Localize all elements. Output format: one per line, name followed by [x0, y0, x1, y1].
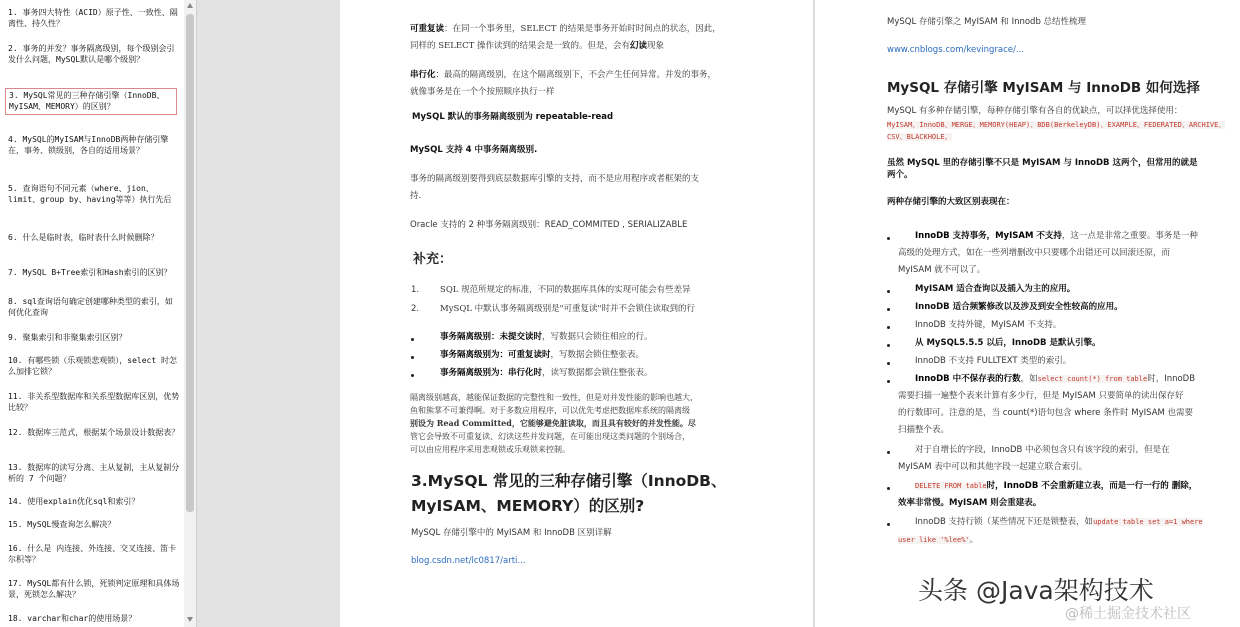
support-desc-1: 事务的隔离级别要得到底层数据库引擎的支持，而不是应用程序或者框架的支: [410, 174, 700, 184]
diff-item-7-line-1: InnoDB 中不保存表的行数，如select count(*) from table时，InnoDB: [915, 374, 1196, 384]
diff-item-4: InnoDB 支持外键，MyISAM 不支持。: [915, 320, 1062, 330]
serializable-line-1: 串行化：最高的隔离级别，在这个隔离级别下，不会产生任何异常。并发的事务，: [410, 70, 717, 80]
serializable-line-2: 就像事务是在一个个按照顺序执行一样: [410, 87, 555, 97]
list-number-2: 2.: [411, 304, 420, 314]
toc-item-13[interactable]: 13. 数据库的读写分离、主从复制，主从复制分析的 7 个问题？: [8, 463, 180, 483]
juejin-watermark: @稀土掘金技术社区: [1065, 606, 1191, 622]
toc-item-2[interactable]: 2. 事务的并发？事务隔离级别，每个级别会引发什么问题，MySQL默认是哪个级别？: [8, 44, 175, 64]
diff-title: 两种存储引擎的大致区别表现在：: [887, 197, 1015, 207]
bullet-dot: [411, 338, 414, 341]
repeatable-read-line-1: 可重复读：在同一个事务里，SELECT 的结果是事务开始时时间点的状态，因此，: [410, 24, 721, 34]
toc-item-7[interactable]: 7. MySQL B+Tree索引和Hash索引的区别？: [8, 268, 172, 277]
diff-item-7-line-2: 需要扫描一遍整个表来计算有多少行，但是 MyISAM 只要简单的读出保存好: [898, 391, 1184, 401]
bullet-serializable: 事务隔离级别为：串行化时，读写数据都会锁住整张表。: [440, 368, 653, 378]
toc-item-4[interactable]: 4. MySQL的MyISAM与InnoDB两种存储引擎在，事务、锁级别，各自的适用场景？: [8, 135, 169, 155]
diff-item-5: 从 MySQL5.5.5 以后，InnoDB 是默认引擎。: [915, 338, 1101, 348]
diff-item-10-line-2: user like '%lee%'。: [898, 535, 979, 545]
bullet-dot: [887, 487, 890, 490]
isolation-paragraph-1: 隔离级别越高，越能保证数据的完整性和一致性，但是对并发性能的影响也越大，: [410, 393, 698, 402]
csdn-link[interactable]: blog.csdn.net/lc0817/arti...: [411, 556, 526, 566]
bullet-dot: [887, 362, 890, 365]
engines-list-2: CSV、BLACKHOLE。: [887, 133, 952, 141]
bullet-dot: [887, 344, 890, 347]
isolation-paragraph-3: 别设为 Read Committed，它能够避免脏读取，而且具有较好的并发性能。尽: [410, 418, 696, 428]
toc-item-10[interactable]: 10. 有哪些锁（乐观锁悲观锁），select 时怎么加排它锁？: [8, 356, 177, 376]
bullet-dot: [887, 308, 890, 311]
toc-item-1[interactable]: 1. 事务四大特性（ACID）原子性、一致性、隔离性、持久性？: [8, 8, 178, 28]
toc-item-6[interactable]: 6. 什么是临时表，临时表什么时候删除？: [8, 233, 159, 242]
diff-item-1-line-2: 高级的处理方式，如在一些列增删改中只要哪个出错还可以回滚还原，而: [898, 248, 1171, 258]
engines-list-1: MyISAM、InnoDB、MERGE、MEMORY(HEAP)、BDB(BerkeleyDB)、EXAMPLE、FEDERATED、ARCHIVE、: [887, 121, 1226, 129]
scroll-up-arrow-icon[interactable]: [187, 3, 193, 8]
bullet-dot: [887, 290, 890, 293]
support-desc-2: 持.: [410, 191, 422, 201]
scroll-down-arrow-icon[interactable]: [187, 617, 193, 622]
diff-item-7-line-3: 的行数即可。注意的是，当 count(*)语句包含 where 条件时 MyISAM 也需要: [898, 408, 1194, 418]
toc-item-3[interactable]: 3. MySQL常见的三种存储引擎（InnoDB、MyISAM、MEMORY）的区别？: [5, 88, 177, 115]
diff-item-7-line-4: 扫描整个表。: [898, 425, 950, 435]
common-engines-1: 虽然 MySQL 里的存储引擎不只是 MyISAM 与 InnoDB 这两个，但常用的就是: [887, 158, 1198, 168]
toc-item-15[interactable]: 15. MySQL慢查询怎么解决？: [8, 520, 116, 529]
diff-item-10-line-1: InnoDB 支持行锁（某些情况下还是锁整表，如update table set a=1 where: [915, 517, 1203, 527]
list-number-1: 1.: [411, 285, 420, 295]
choose-engine-heading: MySQL 存储引擎 MyISAM 与 InnoDB 如何选择: [887, 80, 1200, 96]
cnblogs-link[interactable]: www.cnblogs.com/kevingrace/...: [887, 45, 1024, 55]
toc-item-16[interactable]: 16. 什么是 内连接、外连接、交叉连接、笛卡尔积等？: [8, 544, 177, 564]
diff-item-1-line-3: MyISAM 就不可以了。: [898, 265, 986, 275]
summary-title: MySQL 存储引擎之 MyISAM 和 Innodb 总结性梳理: [887, 17, 1087, 27]
bullet-dot: [887, 451, 890, 454]
diff-item-9-line-1: DELETE FROM table时，InnoDB 不会重新建立表，而是一行一行的 删除，: [915, 481, 1198, 491]
isolation-paragraph-4: 管它会导致不可重复读、幻读这些并发问题，在可能出现这类问题的个别场合，: [410, 432, 690, 441]
common-engines-2: 两个。: [887, 170, 913, 180]
diff-item-9-line-2: 效率非常慢。MyISAM 则会重建表。: [898, 498, 1042, 508]
isolation-paragraph-5: 可以由应用程序采用悲观锁或乐观锁来控制。: [410, 445, 570, 454]
diff-item-8-line-2: MyISAM 表中可以和其他字段一起建立联合索引。: [898, 462, 1088, 472]
toc-item-14[interactable]: 14. 使用explain优化sql和索引？: [8, 497, 140, 506]
bullet-repeatable-read: 事务隔离级别为：可重复读时，写数据会锁住整张表。: [440, 350, 645, 360]
section-heading-line-2: MyISAM、MEMORY）的区别?: [411, 497, 645, 515]
support-four-levels: MySQL 支持 4 中事务隔离级别.: [410, 145, 538, 155]
default-level: MySQL 默认的事务隔离级别为 repeatable-read: [412, 112, 614, 122]
bullet-read-uncommitted: 事务隔离级别：未提交读时，写数据只会锁住相应的行。: [440, 332, 653, 342]
engine-detail-title: MySQL 存储引擎中的 MyISAM 和 InnoDB 区别详解: [411, 528, 612, 538]
list-item-1: SQL 规范所规定的标准，不同的数据库具体的实现可能会有些差异: [440, 285, 691, 295]
diff-item-1-line-1: InnoDB 支持事务，MyISAM 不支持，这一点是非常之重要。事务是一种: [915, 231, 1198, 241]
repeatable-read-line-2: 同样的 SELECT 操作读到的结果会是一致的。但是，会有幻读现象: [410, 41, 664, 51]
supplement-heading: 补充：: [413, 252, 453, 267]
bullet-dot: [887, 380, 890, 383]
toc-item-8[interactable]: 8. sql查询语句确定创建哪种类型的索引，如何优化查询: [8, 297, 173, 317]
toc-item-11[interactable]: 11. 非关系型数据库和关系型数据库区别，优势比较？: [8, 392, 180, 412]
bullet-dot: [887, 326, 890, 329]
bullet-dot: [887, 523, 890, 526]
bullet-dot: [411, 374, 414, 377]
list-item-2: MySQL 中默认事务隔离级别是"可重复读"时并不会锁住读取到的行: [440, 304, 695, 314]
isolation-paragraph-2: 鱼和熊掌不可兼得啊。对于多数应用程序，可以优先考虑把数据库系统的隔离级: [410, 406, 690, 415]
toc-item-12[interactable]: 12. 数据库三范式，根据某个场景设计数据表？: [8, 428, 180, 437]
toc-item-5[interactable]: 5. 查询语句不同元素（where、jion、limit、group by、having等等）执行先后: [8, 184, 172, 204]
viewer-background: [197, 0, 340, 627]
section-heading-line-1: 3.MySQL 常见的三种存储引擎（InnoDB、: [411, 472, 727, 490]
diff-item-3: InnoDB 适合频繁修改以及涉及到安全性较高的应用。: [915, 302, 1123, 312]
toc-item-18[interactable]: 18. varchar和char的使用场景？: [8, 614, 137, 623]
engines-intro: MySQL 有多种存储引擎，每种存储引擎有各自的优缺点，可以择优选择使用：: [887, 106, 1183, 116]
diff-item-2: MyISAM 适合查询以及插入为主的应用。: [915, 284, 1076, 294]
toc-sidebar: [0, 0, 185, 627]
toutiao-watermark: 头条 @Java架构技术: [918, 576, 1154, 605]
scrollbar-thumb[interactable]: [186, 14, 194, 512]
toc-item-17[interactable]: 17. MySQL都有什么锁，死锁判定原理和具体场景，死锁怎么解决？: [8, 579, 180, 599]
oracle-levels: Oracle 支持的 2 种事务隔离级别：READ_COMMITED , SERIALIZABLE: [410, 220, 688, 230]
toc-item-9[interactable]: 9. 聚集索引和非聚集索引区别？: [8, 333, 127, 342]
bullet-dot: [887, 237, 890, 240]
bullet-dot: [411, 356, 414, 359]
diff-item-8-line-1: 对于自增长的字段，InnoDB 中必须包含只有该字段的索引，但是在: [915, 445, 1170, 455]
diff-item-6: InnoDB 不支持 FULLTEXT 类型的索引。: [915, 356, 1072, 366]
